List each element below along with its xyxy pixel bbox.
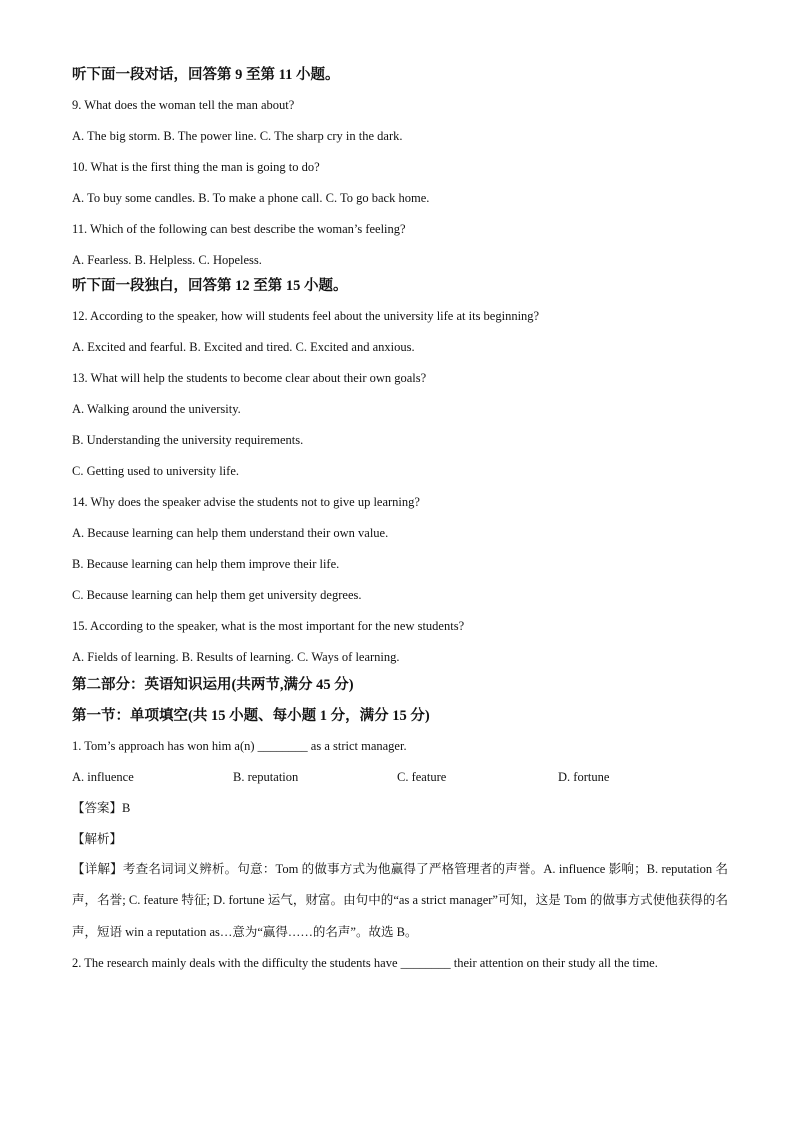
- option-c: C. feature: [397, 770, 447, 784]
- mc-question-2: 2. The research mainly deals with the difficulty the students have ________ their attention on their study all the time.: [72, 955, 658, 970]
- question-13-option-c: C. Getting used to university life.: [72, 464, 239, 478]
- question-11-options: A. Fearless. B. Helpless. C. Hopeless.: [72, 253, 262, 267]
- analysis-label: 【解析】: [72, 832, 123, 846]
- question-15: 15. According to the speaker, what is the most important for the new students?: [72, 619, 465, 633]
- question-10-options: A. To buy some candles. B. To make a phone call. C. To go back home.: [72, 191, 430, 205]
- listening-monologue-header: 听下面一段独白，回答第 12 至第 15 小题。: [72, 278, 348, 294]
- question-12: 12. According to the speaker, how will students feel about the university life at its beginning?: [72, 309, 540, 323]
- question-13: 13. What will help the students to become clear about their own goals?: [72, 371, 427, 385]
- question-13-option-a: A. Walking around the university.: [72, 402, 241, 416]
- mc-question-1: 1. Tom’s approach has won him a(n) ________ as a strict manager.: [72, 739, 407, 753]
- question-10: 10. What is the first thing the man is going to do?: [72, 160, 320, 174]
- question-14-option-c: C. Because learning can help them get university degrees.: [72, 588, 362, 602]
- part-two-header: 第二部分：英语知识运用(共两节,满分 45 分): [72, 677, 354, 693]
- option-a: A. influence: [72, 770, 134, 784]
- question-12-options: A. Excited and fearful. B. Excited and tired. C. Excited and anxious.: [72, 340, 415, 354]
- detail-explanation: 【详解】考查名词词义辨析。句意：Tom 的做事方式为他赢得了严格管理者的声誉。A. influence 影响；B. reputation 名声，名誉; C. feature 特征; D. fortune 运气，财富。由句中的“as a strict manager”可知，这是 Tom 的做事方式使他获得的名声，短语 win a reputation as…意为“赢得……的名声”。故选 B。: [72, 862, 728, 939]
- question-11: 11. Which of the following can best describe the woman’s feeling?: [72, 222, 406, 236]
- question-13-option-b: B. Understanding the university requirements.: [72, 433, 304, 447]
- question-15-options: A. Fields of learning. B. Results of learning. C. Ways of learning.: [72, 650, 400, 664]
- question-9-options: A. The big storm. B. The power line. C. The sharp cry in the dark.: [72, 129, 403, 143]
- option-b: B. reputation: [233, 770, 299, 784]
- question-9: 9. What does the woman tell the man about?: [72, 98, 295, 112]
- section-one-header: 第一节：单项填空(共 15 小题、每小题 1 分，满分 15 分): [72, 708, 430, 724]
- option-d: D. fortune: [558, 770, 610, 784]
- question-14-option-a: A. Because learning can help them understand their own value.: [72, 526, 389, 540]
- question-14: 14. Why does the speaker advise the students not to give up learning?: [72, 495, 420, 509]
- exam-page: [72, 64, 728, 979]
- answer-label: 【答案】B: [72, 801, 131, 815]
- mc-question-1-options: [72, 768, 728, 786]
- question-14-option-b: B. Because learning can help them improve their life.: [72, 557, 340, 571]
- listening-dialogue-header: 听下面一段对话，回答第 9 至第 11 小题。: [72, 67, 340, 83]
